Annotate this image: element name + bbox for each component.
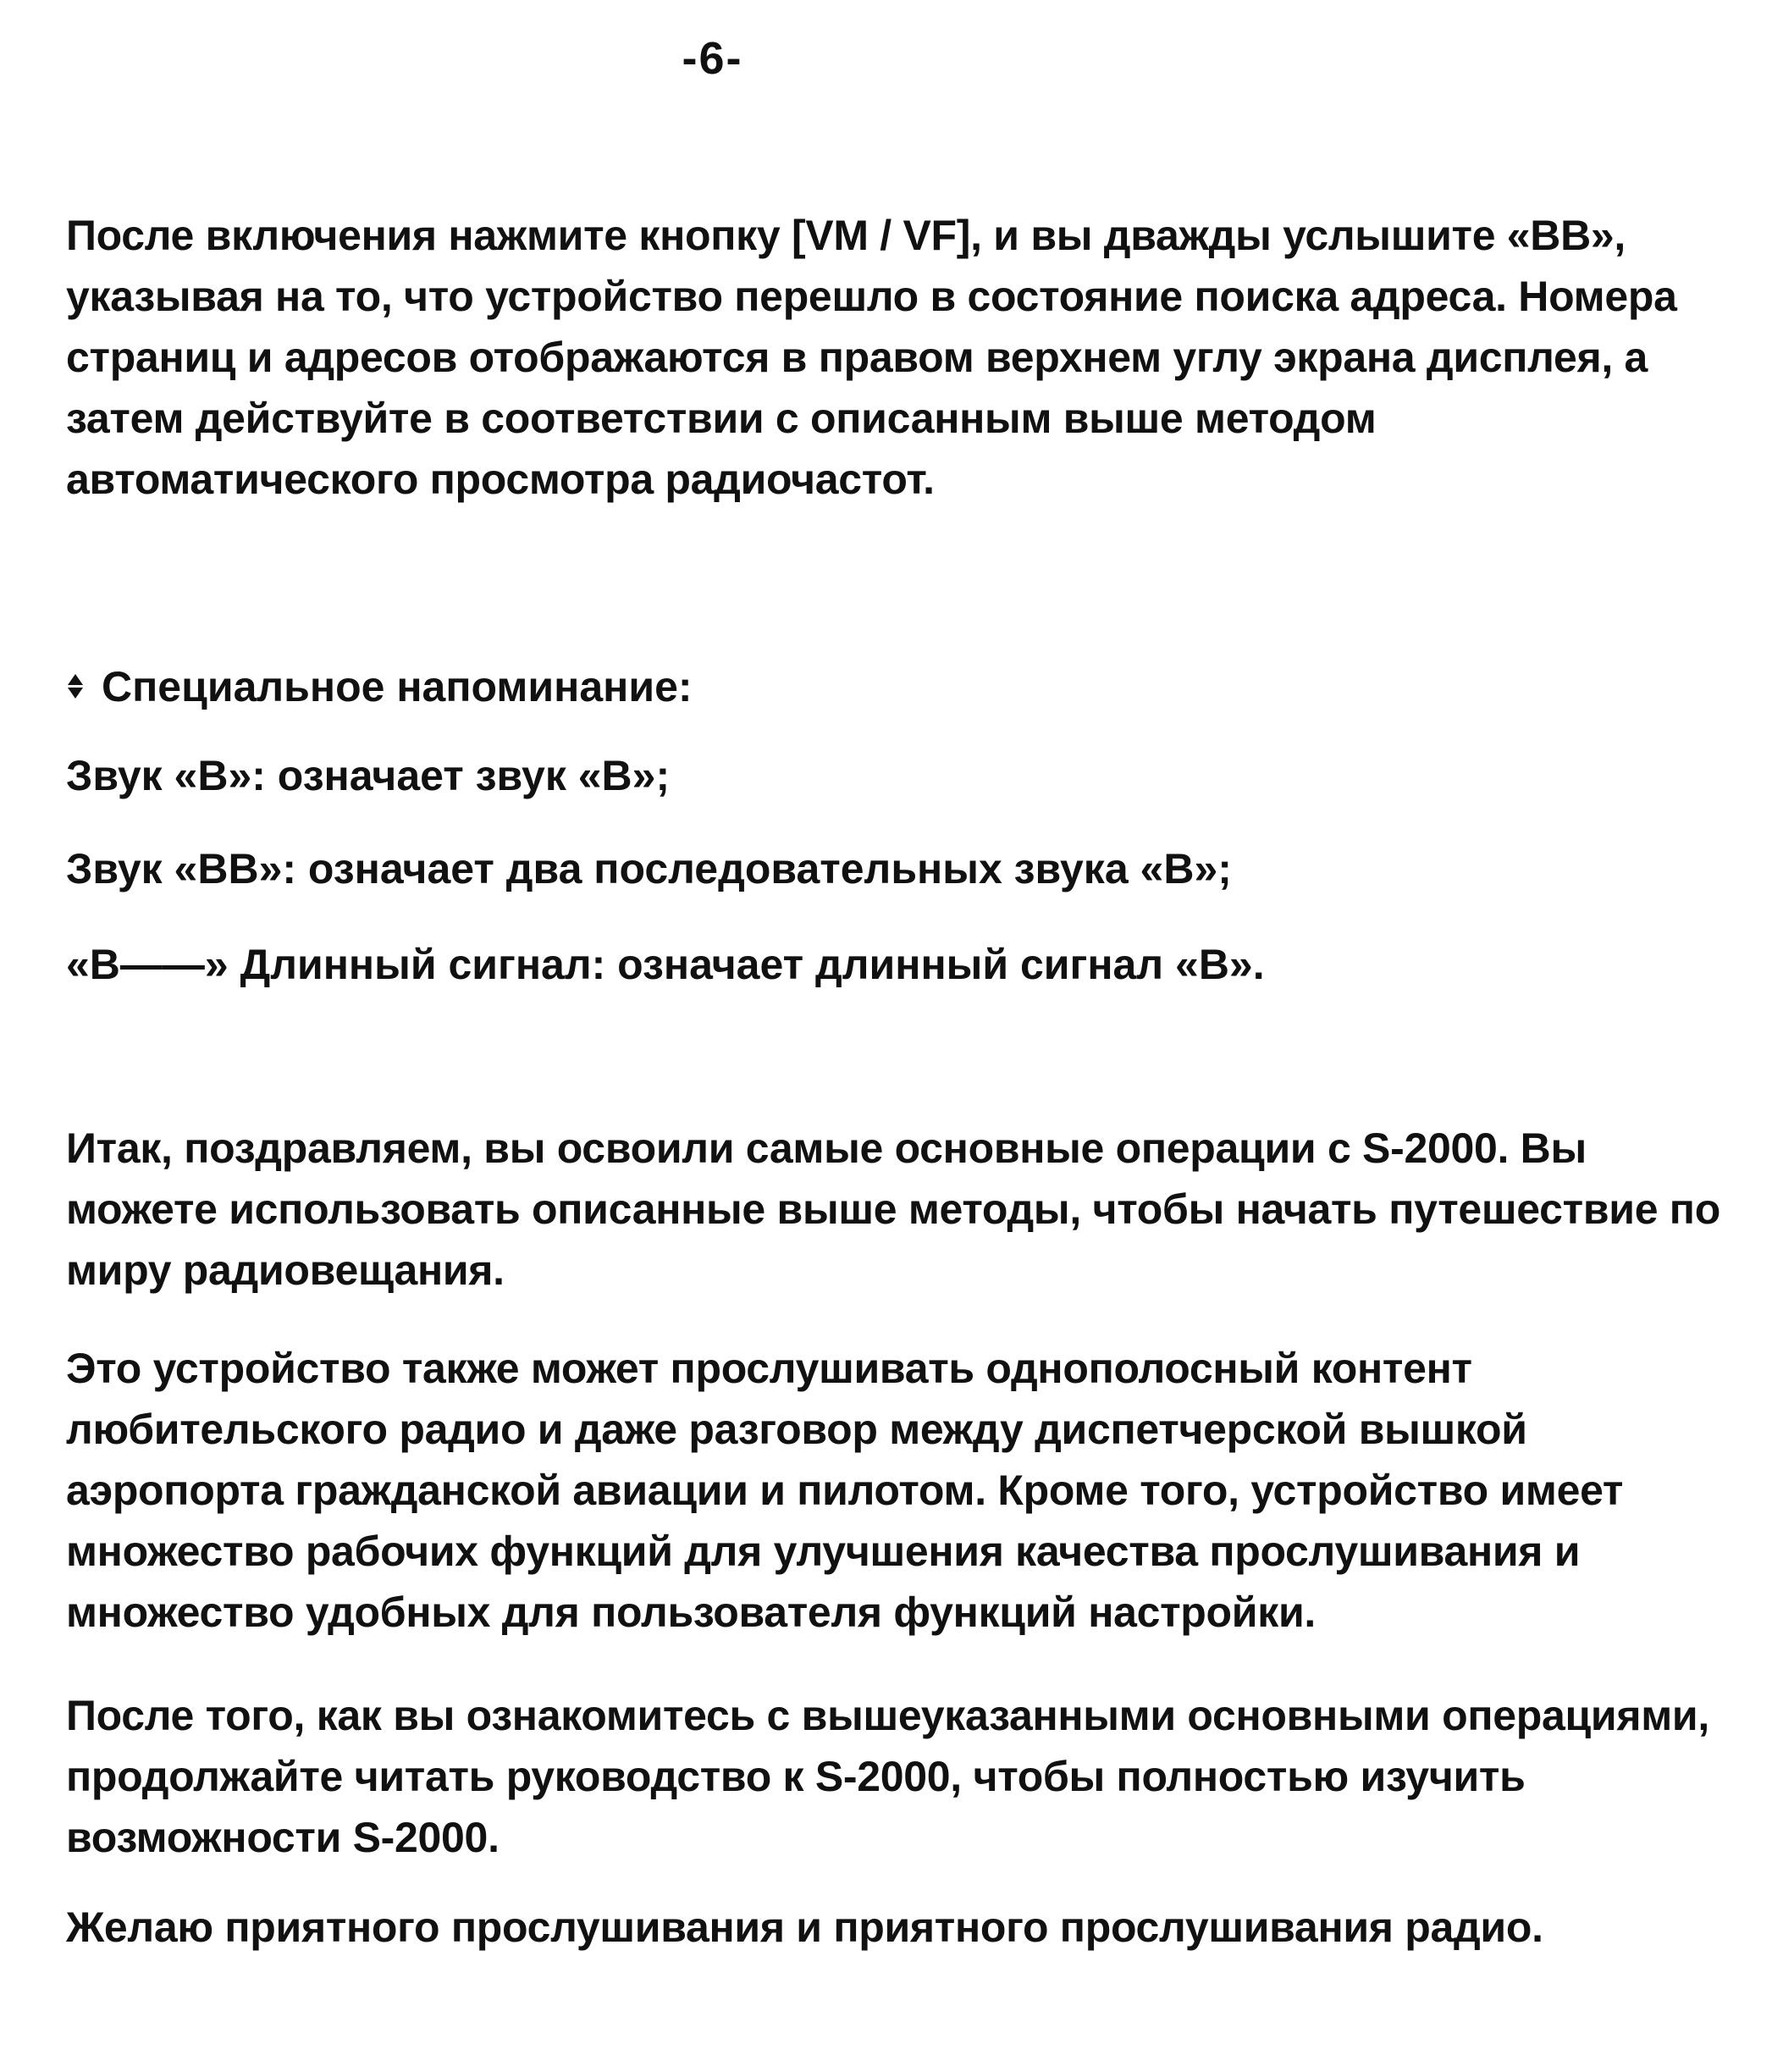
page-number: -6- — [682, 33, 743, 84]
congrats-paragraph — [66, 1118, 1725, 1301]
features-paragraph — [66, 1338, 1725, 1643]
intro-paragraph — [66, 205, 1725, 510]
continue-paragraph — [66, 1685, 1725, 1868]
closing-text: Желаю приятного прослушивания и приятного прослушивания радио. — [66, 1903, 1543, 1951]
closing-paragraph — [66, 1897, 1725, 1958]
features-text: Это устройство также может прослушивать однополосный контент любительского радио и даже разговор между диспетчерской вышкой аэропорта гражданской авиации и пилотом. Кроме того, устройство имеет множество рабочих функций для улучшения качества прослушивания и множество удобных для пользователя функций настройки. — [66, 1345, 1624, 1636]
reminder-item: «B——» Длинный сигнал: означает длинный сигнал «B». — [66, 941, 1265, 988]
reminder-item: Звук «B»: означает звук «B»; — [66, 752, 671, 799]
reminder-item: Звук «BB»: означает два последовательных звука «B»; — [66, 845, 1232, 892]
congrats-text: Итак, поздравляем, вы освоили самые основные операции с S-2000. Вы можете использовать описанные выше методы, чтобы начать путешествие по миру радиовещания. — [66, 1124, 1720, 1294]
continue-text: После того, как вы ознакомитесь с вышеуказанными основными операциями, продолжайте читать руководство к S-2000, чтобы полностью изучить возможности S-2000. — [66, 1692, 1709, 1861]
reminder-heading-text: Специальное напоминание: — [102, 663, 693, 710]
reminder-heading — [66, 656, 693, 717]
diamond-bullet-icon — [66, 674, 85, 699]
intro-text: После включения нажмите кнопку [VM / VF], и вы дважды услышите «BB», указывая на то, что устройство перешло в состояние поиска адреса. Номера страниц и адресов отображаются в правом верхнем углу экрана дисплея, а затем действуйте в соответствии с описанным выше методом автоматического просмотра радиочастот. — [66, 212, 1677, 503]
